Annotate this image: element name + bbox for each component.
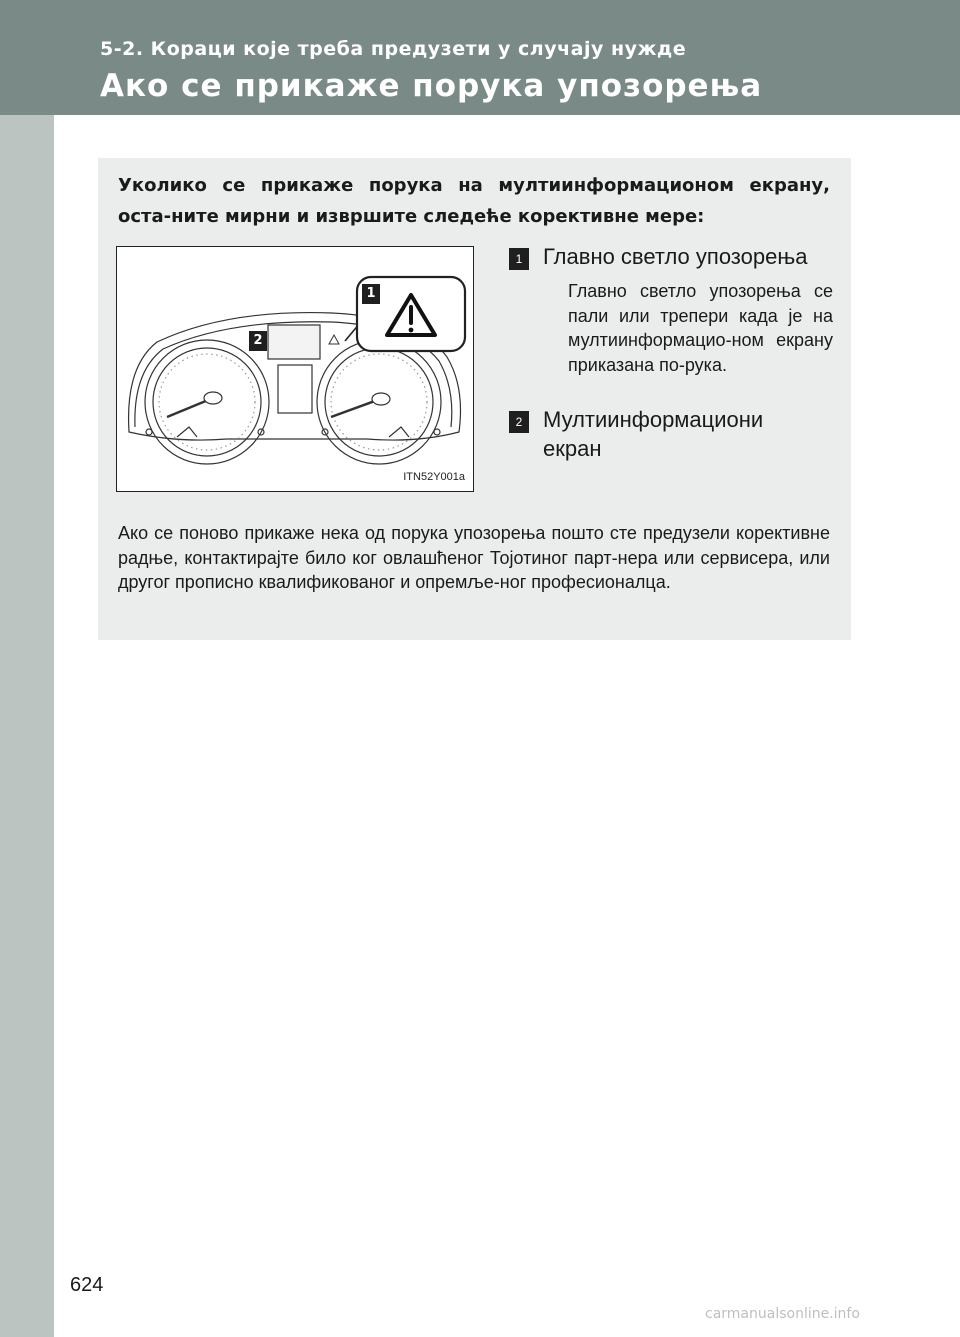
watermark: carmanualsonline.info — [705, 1306, 860, 1322]
note-text: Ако се поново прикаже нека од порука упозорења пошто сте предузели корективне радње, контактирајте било ког овлашћеног Тојотиног парт-нера или сервисера, или другог прописно квалификованог и опремље-ног професионалца. — [118, 523, 830, 592]
instrument-cluster-drawing — [117, 247, 473, 491]
side-strip — [0, 115, 54, 1337]
item-1-description: Главно светло упозорења се пали или трепери када је на мултиинформацио-ном екрану приказана по-рука. — [568, 281, 833, 375]
figure-callout-2: 2 — [249, 331, 267, 351]
cluster-warning-lamp — [329, 335, 339, 344]
section-title: 5-2. Кораци које треба предузети у случају нужде — [100, 38, 687, 60]
intro-text: Уколико се прикаже порука на мултиинформационом екрану, оста-ните мирни и извршите следеће корективне мере: — [118, 175, 830, 227]
item-2-number: 2 — [509, 411, 529, 433]
item-1-number: 1 — [509, 248, 529, 270]
item-1-title: Главно светло упозорења — [543, 244, 808, 269]
instrument-cluster-figure — [116, 246, 474, 492]
item-2-title: Мултиинформациони екран — [543, 407, 764, 461]
figure-callout-1: 1 — [362, 284, 380, 304]
page-header — [0, 0, 960, 115]
page-title: Ако се прикаже порука упозорења — [100, 68, 763, 104]
page-number: 624 — [70, 1274, 104, 1296]
figure-code: ITN52Y001a — [403, 471, 465, 483]
